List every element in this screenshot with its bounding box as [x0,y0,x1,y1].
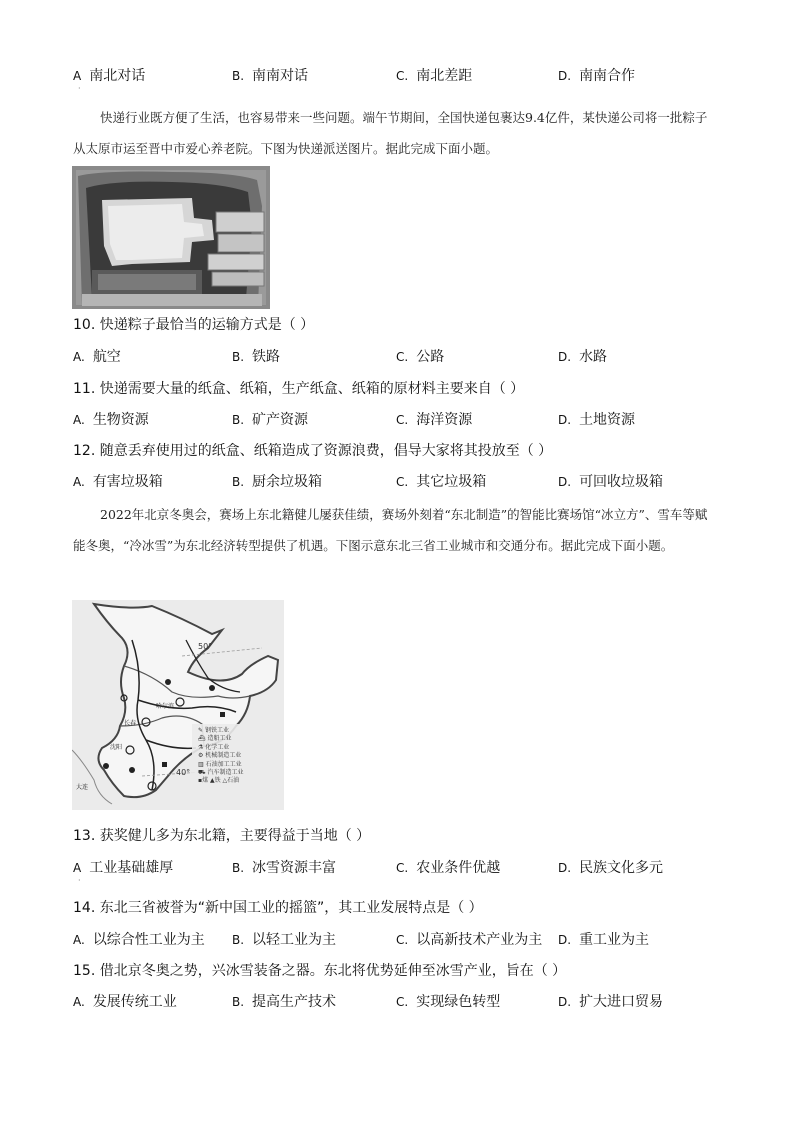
q15-option-c: C. 实现绿色转型 [396,994,501,1010]
q14-option-c: C. 以高新技术产业为主 [396,932,543,948]
city-label-shenyang: 沈阳 [110,744,123,751]
northeast-industry-map [72,600,284,810]
passage-winter-olympics: 2022年北京冬奥会，赛场上东北籍健儿屡获佳绩，赛场外刻着“东北制造”的智能比赛场馆“冰立方”、雪车等赋能冬奥，“冷冰雪”为东北经济转型提供了机遇。下图示意东北三省工业城市和交通分布。据此完成下面小题。 [73,507,708,553]
legend-chemical: ⚗ 化学工业 [198,743,230,751]
city-label-harbin: 哈尔滨 [156,703,175,710]
latitude-50-label: 50° [198,642,213,651]
q14-option-d: D. 重工业为主 [558,932,650,948]
q13-option-a: A 工业基础雄厚 [73,860,174,876]
q10-option-b: B. 铁路 [232,349,281,365]
q14-stem: 14. 东北三省被誉为“新中国工业的摇篮”，其工业发展特点是（ ） [73,900,483,916]
q9-options [73,65,733,87]
q11-option-b: B. 矿产资源 [232,412,309,428]
q11-options [73,409,733,431]
q9-option-a: A 南北对话 [73,68,146,84]
delivery-van-photo [72,166,270,309]
q12-option-d: D. 可回收垃圾箱 [558,474,664,490]
latitude-40-label: 40° [176,768,191,777]
q15-option-d: D. 扩大进口贸易 [558,994,664,1010]
map-legend [198,727,243,786]
q12-stem: 12. 随意丢弃使用过的纸盒、纸箱造成了资源浪费，倡导大家将其投放至（ ） [73,443,553,459]
map-drawing [72,600,284,810]
q11-option-d: D. 土地资源 [558,412,636,428]
legend-shipbuilding: ⛴ 造船工业 [198,735,232,743]
legend-machinery: ⚙ 机械制造工业 [198,752,242,760]
q10-options [73,346,733,368]
q13-option-c: C. 农业条件优越 [396,860,501,876]
q15-option-a: A. 发展传统工业 [73,994,177,1010]
q12-option-b: B. 厨余垃圾箱 [232,474,323,490]
q15-stem: 15. 借北京冬奥之势，兴冰雪装备之器。东北将优势延伸至冰雪产业，旨在（ ） [73,963,567,979]
passage-express-delivery: 快递行业既方便了生活，也容易带来一些问题。端午节期间，全国快递包裹达9.4亿件，某快递公司将一批粽子从太原市运至晋中市爱心养老院。下图为快递派送图片。据此完成下面小题。 [73,110,708,156]
q9-option-d: D. 南南合作 [558,68,636,84]
q10-option-a: A. 航空 [73,349,121,365]
q11-option-a: A. 生物资源 [73,412,149,428]
legend-steel: ✎ 钢铁工业 [198,727,229,734]
q14-option-a: A. 以综合性工业为主 [73,932,205,948]
q12-option-c: C. 其它垃圾箱 [396,474,487,490]
q9-option-c: C. 南北差距 [396,68,473,84]
q10-option-c: C. 公路 [396,349,445,365]
q15-options [73,991,733,1013]
q11-option-c: C. 海洋资源 [396,412,473,428]
legend-resources: ▪煤 ▲铁 △石油 [198,777,240,785]
q9-option-b: B. 南南对话 [232,68,309,84]
q14-options [73,929,733,951]
legend-automobile: ⛟ 汽车制造工业 [198,769,244,777]
q13-option-d: D. 民族文化多元 [558,860,664,876]
q15-option-b: B. 提高生产技术 [232,994,337,1010]
stray-dot: · [78,84,81,93]
q14-option-b: B. 以轻工业为主 [232,932,337,948]
q12-options [73,471,733,493]
city-label-dalian: 大连 [76,784,89,791]
stray-dot-2: · [78,876,81,885]
q13-stem: 13. 获奖健儿多为东北籍，主要得益于当地（ ） [73,828,371,844]
q10-option-d: D. 水路 [558,349,608,365]
q11-stem: 11. 快递需要大量的纸盒、纸箱，生产纸盒、纸箱的原材料主要来自（ ） [73,381,525,397]
q13-options [73,857,733,879]
q12-option-a: A. 有害垃圾箱 [73,474,163,490]
q10-stem: 10. 快递粽子最恰当的运输方式是（ ） [73,317,315,333]
city-label-changchun: 长春 [124,720,137,727]
legend-petroleum: ▥ 石油加工工业 [198,760,242,768]
q13-option-b: B. 冰雪资源丰富 [232,860,337,876]
